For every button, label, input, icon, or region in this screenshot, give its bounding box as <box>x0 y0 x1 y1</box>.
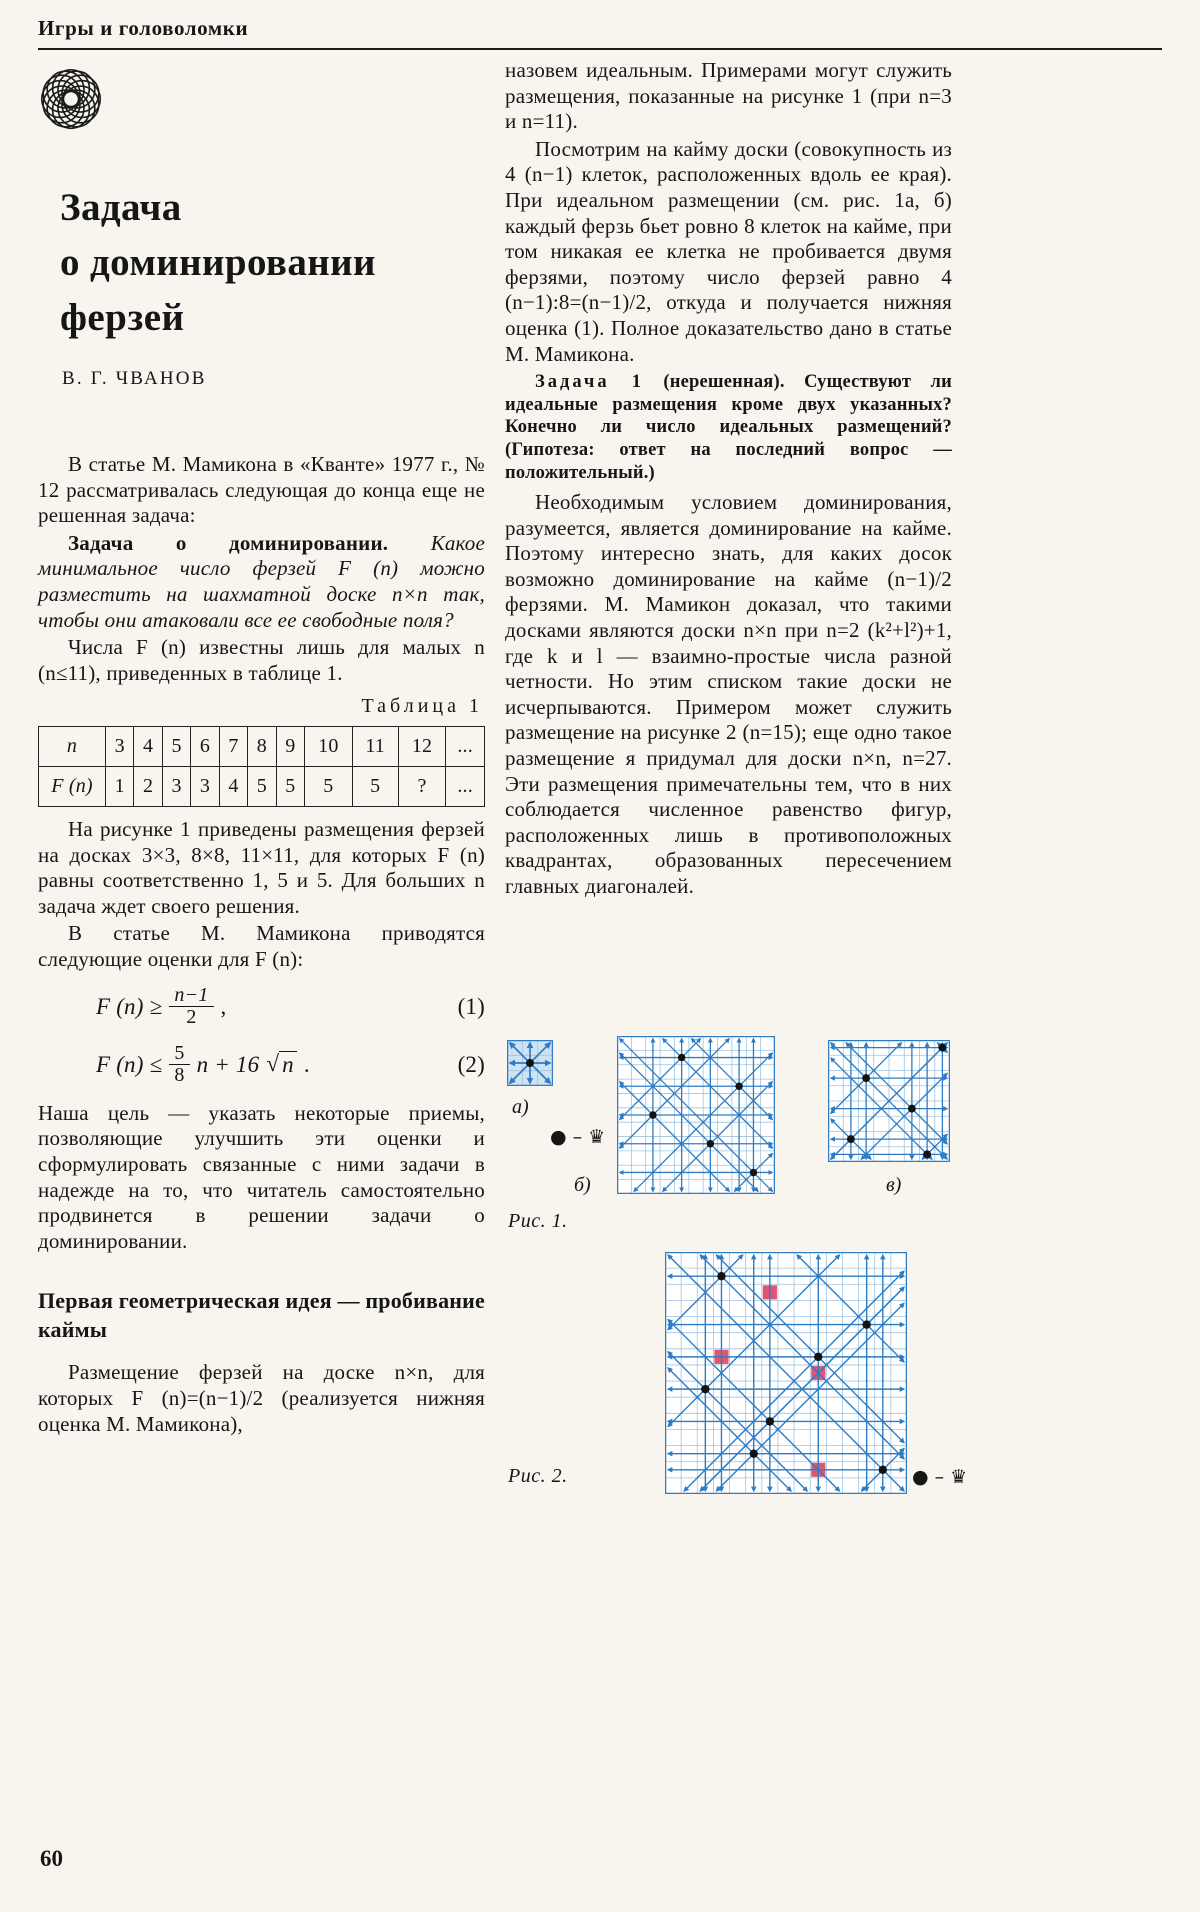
table-cell: 2 <box>134 766 162 806</box>
problem-label: Задача о доминировании. <box>68 530 389 555</box>
table-caption: Таблица 1 <box>361 695 483 718</box>
table-cell: 5 <box>305 766 353 806</box>
chessboard-8x8 <box>828 1040 950 1162</box>
equation-number: (1) <box>457 993 485 1019</box>
table-cell: ? <box>398 766 446 806</box>
table-cell: 3 <box>191 766 219 806</box>
table-cell: 10 <box>305 726 353 766</box>
right-column <box>505 58 952 902</box>
table-cell: 11 <box>352 726 398 766</box>
task-label: Задача 1 <box>535 372 644 393</box>
chessboard-15x15 <box>665 1252 907 1494</box>
article-title <box>60 180 490 345</box>
table-cell: 5 <box>352 766 398 806</box>
figure-2-caption: Рис. 2. <box>508 1465 568 1487</box>
square-root: √ n <box>266 1051 297 1078</box>
spiral-ornament-icon <box>32 60 110 143</box>
formula-tail: , <box>220 993 227 1019</box>
table-cell: 1 <box>106 766 134 806</box>
formula-1 <box>38 985 485 1029</box>
equation-number: (2) <box>457 1051 485 1077</box>
queen-legend: ● – ♛ <box>550 1126 606 1148</box>
chessboard-3x3 <box>507 1040 553 1086</box>
queen-legend: ● – ♛ <box>912 1466 968 1488</box>
formula-lhs: F (n) ≤ <box>96 1051 163 1077</box>
paragraph: назовем идеальным. Примерами могут служить размещения, показанные на рисунке 1 (при n=3 и n=11). <box>505 58 952 134</box>
rubric-header: Игры и головоломки <box>38 16 249 40</box>
table-cell: 5 <box>248 766 276 806</box>
table-row <box>39 766 485 806</box>
problem-text: Какое минимальное число ферзей F (n) можно разместить на шахматной доске n×n так, чтобы они атаковали все ее свободные поля? <box>38 530 485 632</box>
paragraph: В статье М. Мамикона в «Кванте» 1977 г., № 12 рассматривалась следующая до конца еще не решенная задача: <box>38 452 485 528</box>
section-subheading: Первая геометрическая идея — пробивание каймы <box>38 1288 485 1343</box>
page-number: 60 <box>40 1846 63 1871</box>
paragraph: Наша цель — указать некоторые приемы, позволяющие улучшить эти оценки и сформулировать связанные с ними задачи в надежде на то, что читатель самостоятельно продвинется в решении задачи о доминировании. <box>38 1100 485 1253</box>
task-1-paragraph <box>505 371 952 484</box>
figure-1v-label: в) <box>886 1174 902 1196</box>
table-cell: 7 <box>219 726 247 766</box>
table-row <box>39 726 485 766</box>
table-cell: 4 <box>219 766 247 806</box>
table-cell: 4 <box>134 726 162 766</box>
header-rule <box>38 48 1162 50</box>
table-cell: ... <box>446 766 485 806</box>
fraction: $\frac{n-1}{2}$ <box>169 985 213 1029</box>
formula-2 <box>38 1043 485 1087</box>
article-title-line: Задача <box>60 186 182 229</box>
table-cell: n <box>39 726 106 766</box>
table-cell: ... <box>446 726 485 766</box>
paragraph: Числа F (n) известны лишь для малых n (n≤11), приведенных в таблице 1. <box>38 635 485 685</box>
problem-statement <box>38 531 485 633</box>
table-cell: 5 <box>162 726 190 766</box>
table-cell: 3 <box>106 726 134 766</box>
table-cell: 6 <box>191 726 219 766</box>
task-text: (нерешенная). Существуют ли идеальные размещения кроме двух указанных? Конечно ли число идеальных размещений? (Гипотеза: ответ на последний вопрос — положительный.) <box>505 372 952 483</box>
values-table <box>38 726 485 807</box>
table-cell: 12 <box>398 726 446 766</box>
table-cell: 3 <box>162 766 190 806</box>
paragraph: На рисунке 1 приведены размещения ферзей на досках 3×3, 8×8, 11×11, для которых F (n) равны соответственно 1, 5 и 5. Для больших n задача ждет своего решения. <box>38 816 485 918</box>
chessboard-11x11 <box>617 1036 775 1194</box>
paragraph: Необходимым условием доминирования, разумеется, является доминирование на кайме. Поэтому интересно знать, для каких досок возможно доминирование на кайме (n−1)/2 ферзями. М. Мамикон доказал, что такими досками являются доски n×n при n=2 (k²+l²)+1, где k и l — взаимно-простые числа разной четности. Но этим списком такие доски не исчерпываются. Примером может служить размещение на рисунке 2 (n=15); еще одно такое размещение я придумал для доски n×n, n=27. Эти размещения примечательны тем, что в них соблюдается численное равенство фигур, расположенных лишь в противоположных квадрантах, образованных пересечением главных диагоналей. <box>505 490 952 898</box>
table-cell: 5 <box>276 766 304 806</box>
article-title-line: ферзей <box>60 296 185 339</box>
table-cell: 9 <box>276 726 304 766</box>
figure-1b-label: б) <box>574 1174 591 1196</box>
table-cell: 8 <box>248 726 276 766</box>
formula-lhs: F (n) ≥ <box>96 993 163 1019</box>
article-author: В. Г. ЧВАНОВ <box>62 368 207 389</box>
table-cell: F (n) <box>39 766 106 806</box>
paragraph: В статье М. Мамикона приводятся следующие оценки для F (n): <box>38 921 485 971</box>
figure-1-caption: Рис. 1. <box>508 1210 568 1232</box>
fraction: $\frac{5}{8}$ <box>169 1043 189 1087</box>
paragraph: Посмотрим на кайму доски (совокупность из 4 (n−1) клеток, расположенных вдоль ее края). При идеальном размещении (см. рис. 1а, б) каждый ферзь бьет ровно 8 клеток на кайме, при том никакая ее клетка не пробивается двумя ферзями, поэтому число ферзей равно 4 (n−1):8=(n−1)/2, откуда и получается нижняя оценка (1). Полное доказательство дано в статье М. Мамикона. <box>505 136 952 366</box>
figure-1a-label: а) <box>512 1096 529 1118</box>
formula-tail: . <box>303 1051 310 1077</box>
left-column <box>38 452 485 1439</box>
formula-mid: n + 16 <box>196 1051 260 1077</box>
paragraph: Размещение ферзей на доске n×n, для которых F (n)=(n−1)/2 (реализуется нижняя оценка М. Мамикона), <box>38 1360 485 1436</box>
article-title-line: о доминировании <box>60 241 376 284</box>
